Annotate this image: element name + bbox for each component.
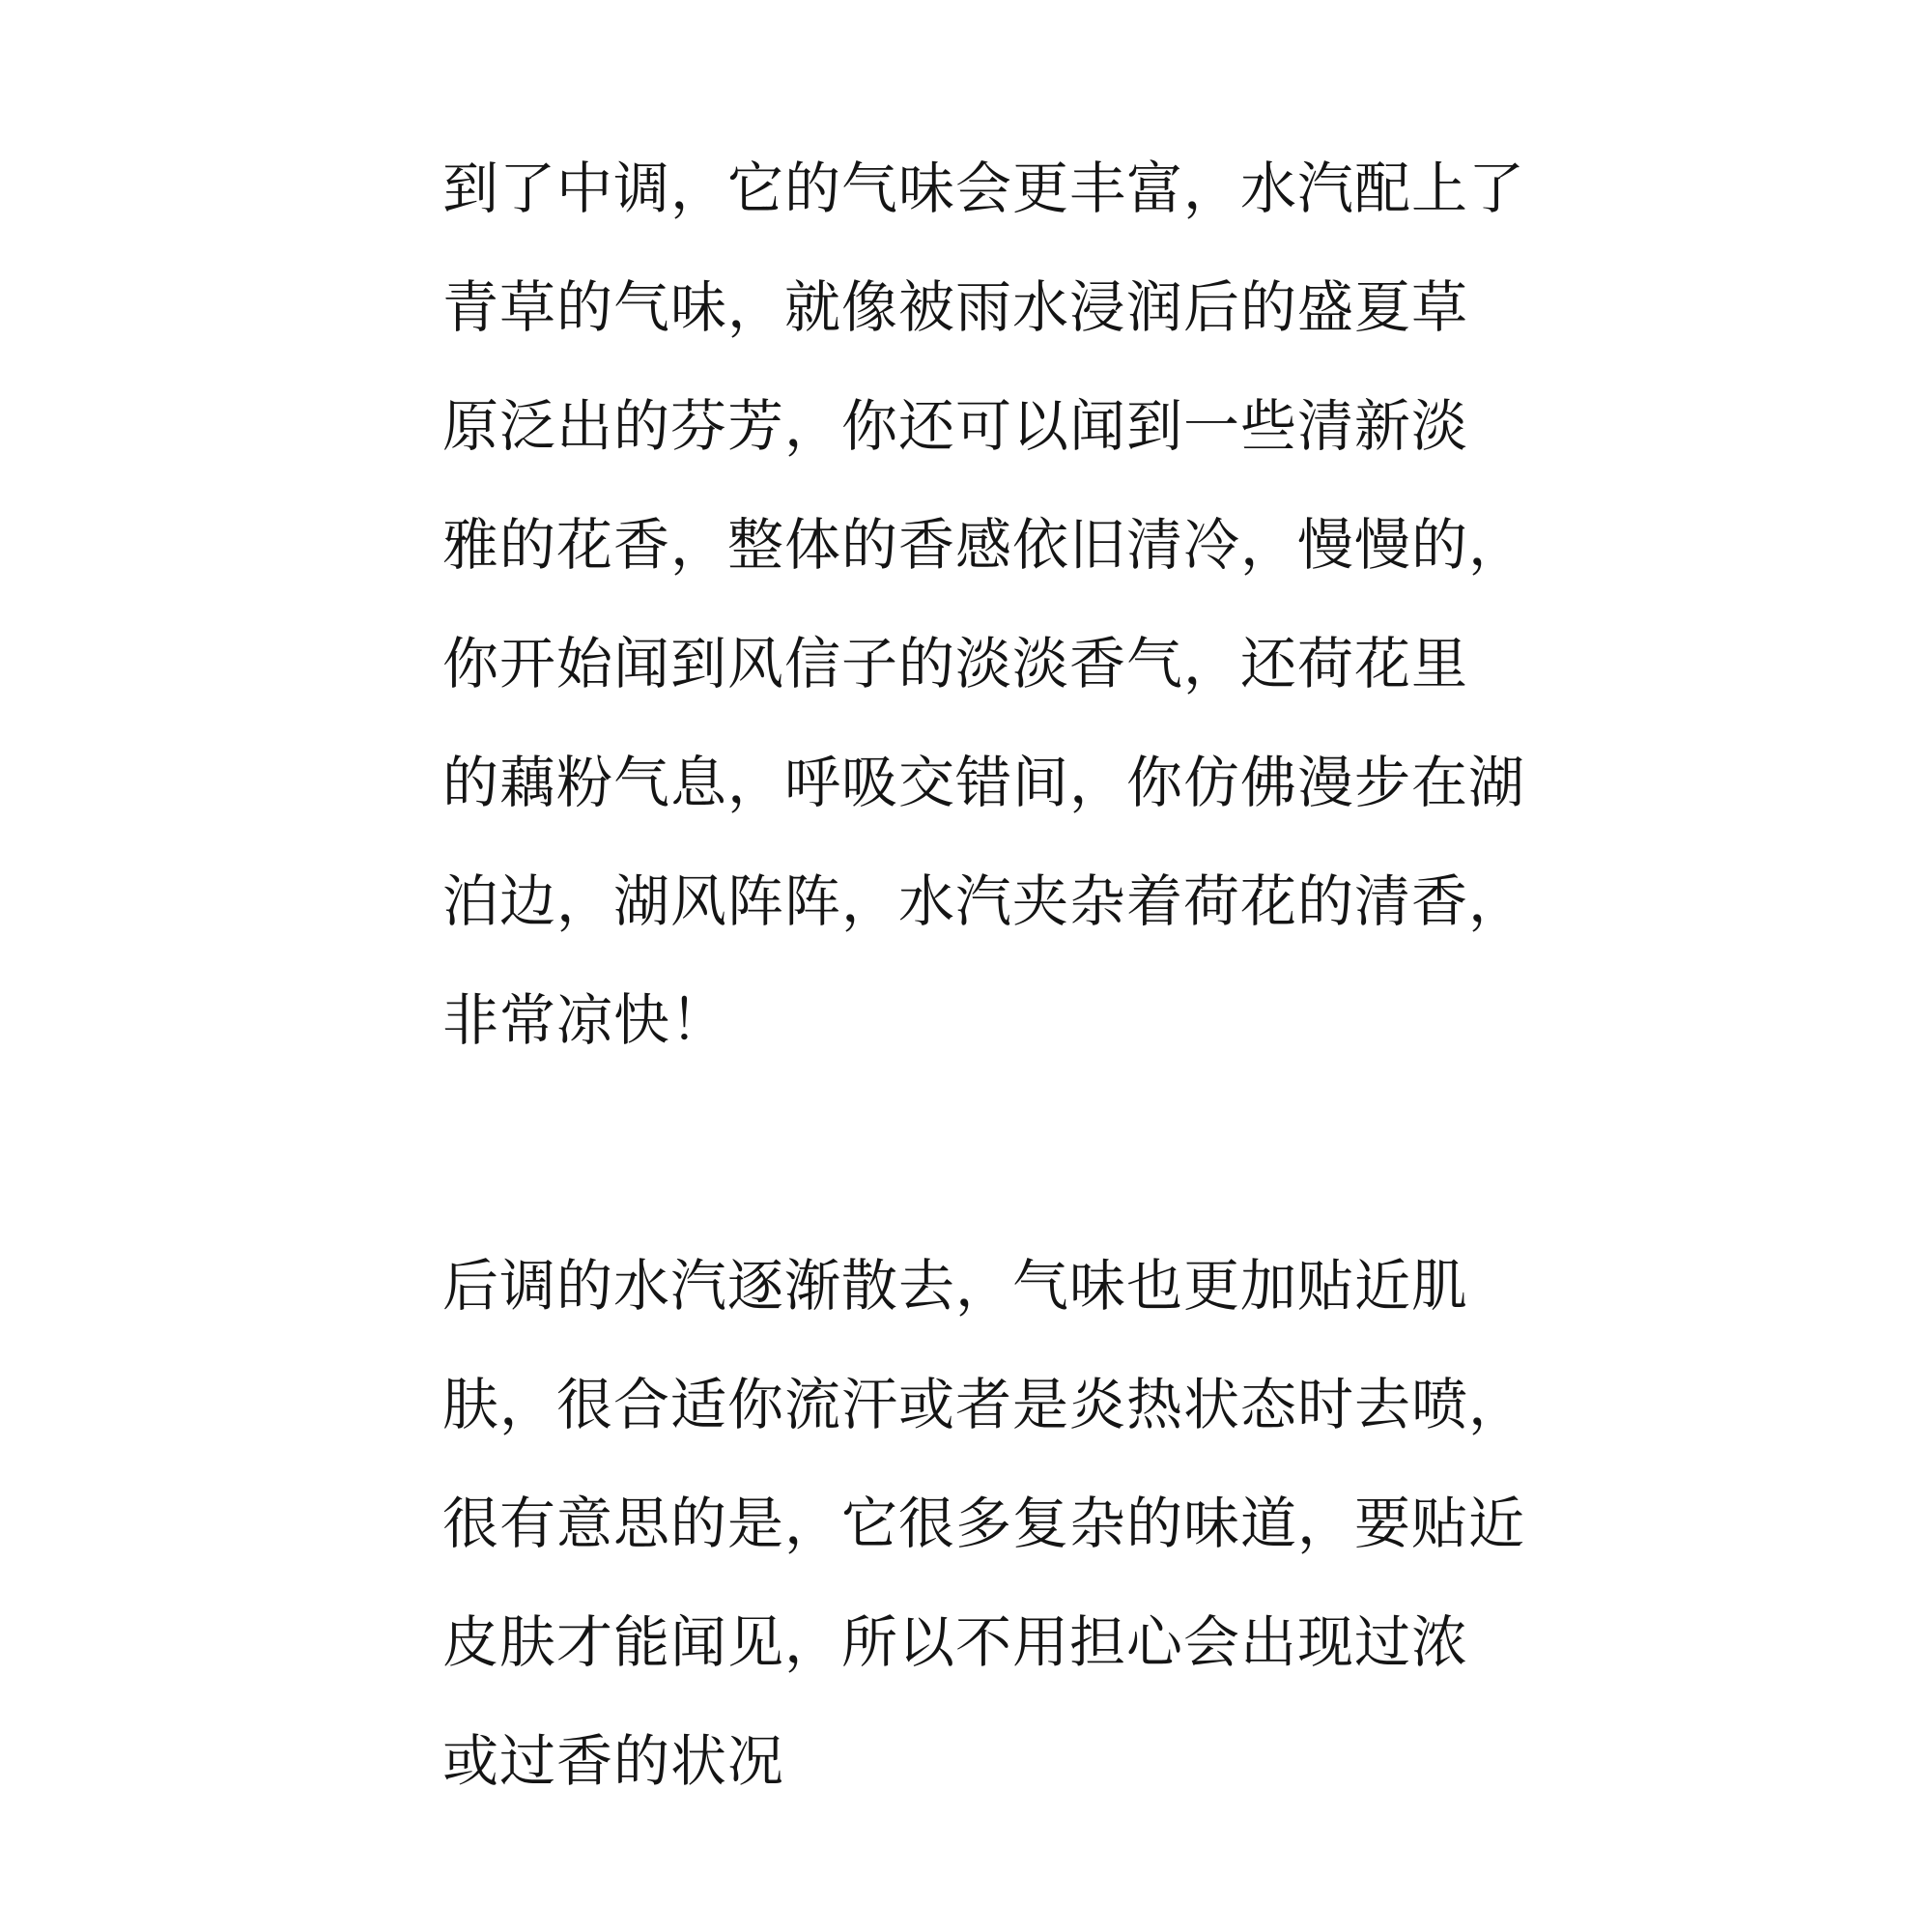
text-line: 皮肤才能闻见，所以不用担心会出现过浓 — [442, 1609, 1469, 1675]
text-line: 或过香的状况 — [442, 1728, 785, 1794]
text-line: 原泛出的芬芳，你还可以闻到一些清新淡 — [442, 393, 1469, 459]
text-line: 你开始闻到风信子的淡淡香气，还荷花里 — [442, 631, 1469, 696]
text-line: 雅的花香，整体的香感依旧清冷，慢慢的， — [442, 512, 1526, 578]
text-line: 泊边，湖风阵阵，水汽夹杂着荷花的清香， — [442, 868, 1526, 934]
paragraph-base-notes — [442, 1227, 1526, 1821]
text-line: 到了中调，它的气味会更丰富，水汽配上了 — [442, 156, 1526, 221]
text-line: 非常凉快！ — [442, 987, 728, 1053]
text-line: 青草的气味，就像被雨水浸润后的盛夏草 — [442, 274, 1469, 340]
text-line: 肤，很合适你流汗或者是炎热状态时去喷， — [442, 1372, 1526, 1437]
text-line: 很有意思的是，它很多复杂的味道，要贴近 — [442, 1491, 1526, 1556]
text-line: 后调的水汽逐渐散去，气味也更加贴近肌 — [442, 1253, 1469, 1319]
text-line: 的藕粉气息，呼吸交错间，你仿佛漫步在湖 — [442, 750, 1526, 815]
paragraph-middle-notes — [442, 129, 1526, 1080]
